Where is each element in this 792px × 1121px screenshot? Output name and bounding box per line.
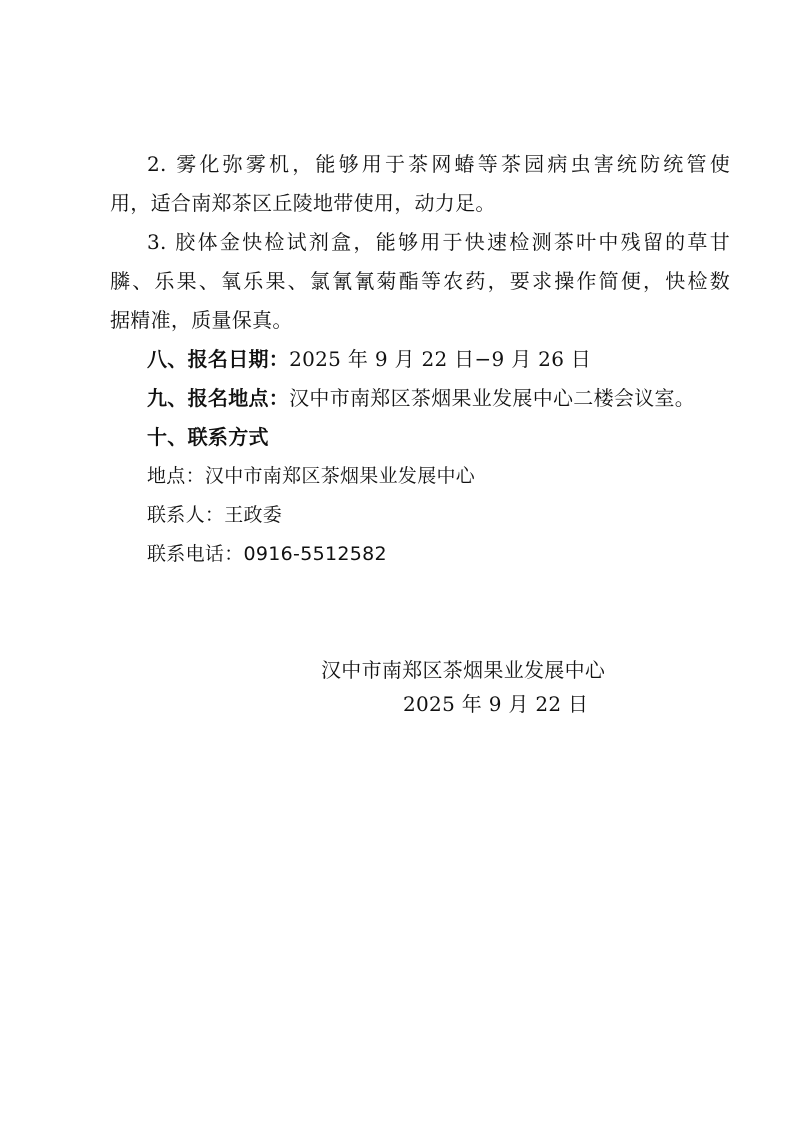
item-3-line-2: 膦、乐果、氧乐果、氯氰氰菊酯等农药，要求操作简便，快检数 <box>110 269 730 293</box>
registration-location-label: 九、报名地点： <box>147 386 290 410</box>
contact-address: 地点：汉中市南郑区茶烟果业发展中心 <box>147 465 476 487</box>
signature-organization: 汉中市南郑区茶烟果业发展中心 <box>321 658 606 682</box>
registration-location <box>147 384 695 412</box>
item-2-line-2: 用，适合南郑茶区丘陵地带使用，动力足。 <box>110 191 496 215</box>
contact-phone: 联系电话：0916-5512582 <box>147 543 387 565</box>
item-3-line-3: 据精准，质量保真。 <box>110 308 293 332</box>
signature-date: 2025 年 9 月 22 日 <box>403 692 589 716</box>
contact-person: 联系人：王政委 <box>147 504 283 526</box>
registration-location-value: 汉中市南郑区茶烟果业发展中心二楼会议室。 <box>289 386 696 410</box>
registration-date <box>147 345 591 373</box>
contact-section-heading: 十、联系方式 <box>147 425 269 449</box>
registration-date-value: 2025 年 9 月 22 日−9 月 26 日 <box>289 347 592 371</box>
item-2-line-1: 2. 雾化弥雾机，能够用于茶网蝽等茶园病虫害统防统管使 <box>147 152 730 176</box>
registration-date-label: 八、报名日期： <box>147 347 290 371</box>
item-3-line-1: 3. 胶体金快检试剂盒，能够用于快速检测茶叶中残留的草甘 <box>147 230 730 254</box>
